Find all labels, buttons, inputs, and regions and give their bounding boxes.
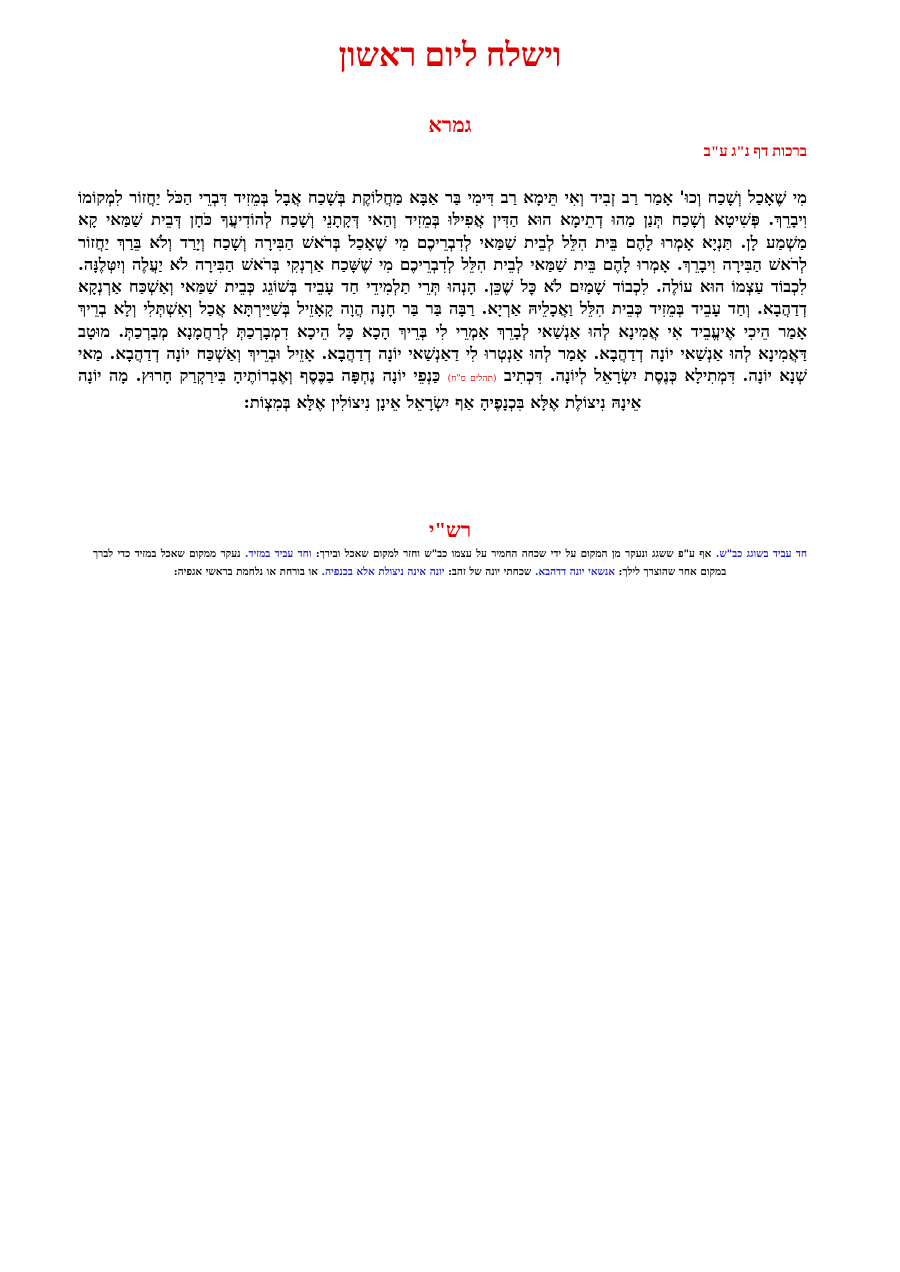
rashi-comment-2: נעקר ממקום שאכל במזיד כדי לברך במקום אחר שהוצרך לילך: [93, 548, 727, 578]
rashi-commentary [93, 546, 807, 581]
rashi-heading: רש"י [428, 518, 472, 542]
rashi-dibur-hamatchil-2: וחד עביד במזיד. [244, 548, 312, 560]
gemara-heading: גמרא [428, 113, 472, 137]
rashi-dibur-hamatchil-1: חד עביד בשוגג כב"ש. [715, 548, 808, 560]
rashi-dibur-hamatchil-3: אנשאי יונה דדהבא. [534, 565, 615, 578]
gemara-text [78, 186, 807, 413]
gemara-text-part2: כַּנְפֵי יוֹנָה נֶחְפָּה בַכֶּסֶף וְאֶבְרוֹתֶיהָ בִּירַקְרַק חָרוּץ. מָה יוֹנָה אֵינָהּ נִיצוֹלֶת אֶלָּא בִּכְנָפֶיהָ אַף יִשְׂרָאֵל אֵינָן נִיצוֹלִין אֶלָּא בְּמִצְוֹת: [78, 365, 642, 412]
rashi-dibur-hamatchil-4: יונה אינה ניצולת אלא בכנפיה. [321, 565, 445, 578]
rashi-comment-4: או בורחת או נלחמת בראשי אגפיה: [173, 565, 322, 578]
page-title: וישלח ליום ראשון [338, 38, 562, 74]
rashi-comment-1: אף ע"פ ששגג ונעקר מן המקום על ידי שכחה החמיר על עצמו כב"ש וחזר למקום שאכל ובירך: [311, 548, 716, 560]
gemara-text-part1: מִי שֶׁאָכַל וְשָׁכַח וְכוּ' אָמַר רַב זְבִיד וְאִי תֵּימָא רַב דִּימִי בַּר אַבָּא מַחֲלוֹקֶת בְּשָׁכַח אֲבָל בְּמֵזִיד דִּבְרֵי הַכֹּל יַחֲזוֹר לִמְקוֹמוֹ וִיבָרֵךְ. פְּשִׁיטָא וְשָׁכַח תְּנַן מַהוּ דְתֵימָא הוּא הַדִּין אֲפִילּוּ בְּמֵזִיד וְהַאי דְּקָתָנֵי וְשָׁכַח לְהוֹדִיעֲךָ כֹּחָן דְּבֵית שַׁמַּאי קָא מַשְׁמַע לָן. תַּנְיָא אָמְרוּ לָהֶם בֵּית הִלֵּל לְבֵית שַׁמַּאי לְדִבְרֵיכֶם מִי שֶׁאָכַל בְּרֹאשׁ הַבִּירָה וְשָׁכַח וְיָרַד וְלֹא בֵּרַךְ יַחֲזוֹר לְרֹאשׁ הַבִּירָה וִיבָרֵךְ. אָמְרוּ לָהֶם בֵּית שַׁמַּאי לְבֵית הִלֵּל לְדִבְרֵיכֶם מִי שֶׁשָּׁכַח אַרְנְקִי בְּרֹאשׁ הַבִּירָה לֹא יַעֲלֶה וְיִטְּלֶנָּה. לִכְבוֹד עַצְמוֹ הוּא עוֹלֶה. לִכְבוֹד שָׁמַיִם לֹא כׇּל שֶׁכֵּן. הָנְהוּ תְּרֵי תַלְמִידֵי חַד עָבֵיד בְּשׁוֹגֵג כְּבֵית שַׁמַּאי וְאַשְׁכַּח אַרְנְקָא דְדַהֲבָא. וְחַד עָבֵיד בְּמֵזִיד כְּבֵית הִלֵּל וַאֲכָלֵיהּ אַרְיָא. רַבָּה בַּר בַּר חָנָה הֲוָה קָאָזֵיל בְּשַׁיַּירְתָּא אֲכַל וְאִשְׁתְּלִי וְלָא בְרֵיךְ אָמַר הֵיכִי אֶיעֱבֵיד אִי אֲמִינָא לְהוּ אַנְשַׁאי לְבָרֵךְ אָמְרֵי לִי בְּרֵיךְ הָכָא כׇּל הֵיכָא דִמְבָרְכַתְּ לְרַחֲמָנָא מְבָרְכַתְּ. מוּטָב דַּאֲמִינָא לְהוּ אַנְשַׁאי יוֹנָה דְדַהֲבָא. אָמַר לְהוּ אַנְטְרוּ לִי דַאַנְשַׁאי יוֹנָה דְדַהֲבָא. אָזֵיל וּבְרֵיךְ וְאַשְׁכַּח יוֹנָה דְדַהֲבָא. מַאי שְׁנָא יוֹנָה. דִּמְתִילָא כְּנֶסֶת יִשְׂרָאֵל לְיוֹנָה. דִּכְתִיב [78, 187, 807, 386]
daf-reference: ברכות דף נ"ג ע"ב [703, 144, 807, 160]
psalms-citation: (תהלים ס"ח) [447, 374, 497, 385]
rashi-comment-3: שכחתי יונה של זהב: [444, 565, 535, 578]
